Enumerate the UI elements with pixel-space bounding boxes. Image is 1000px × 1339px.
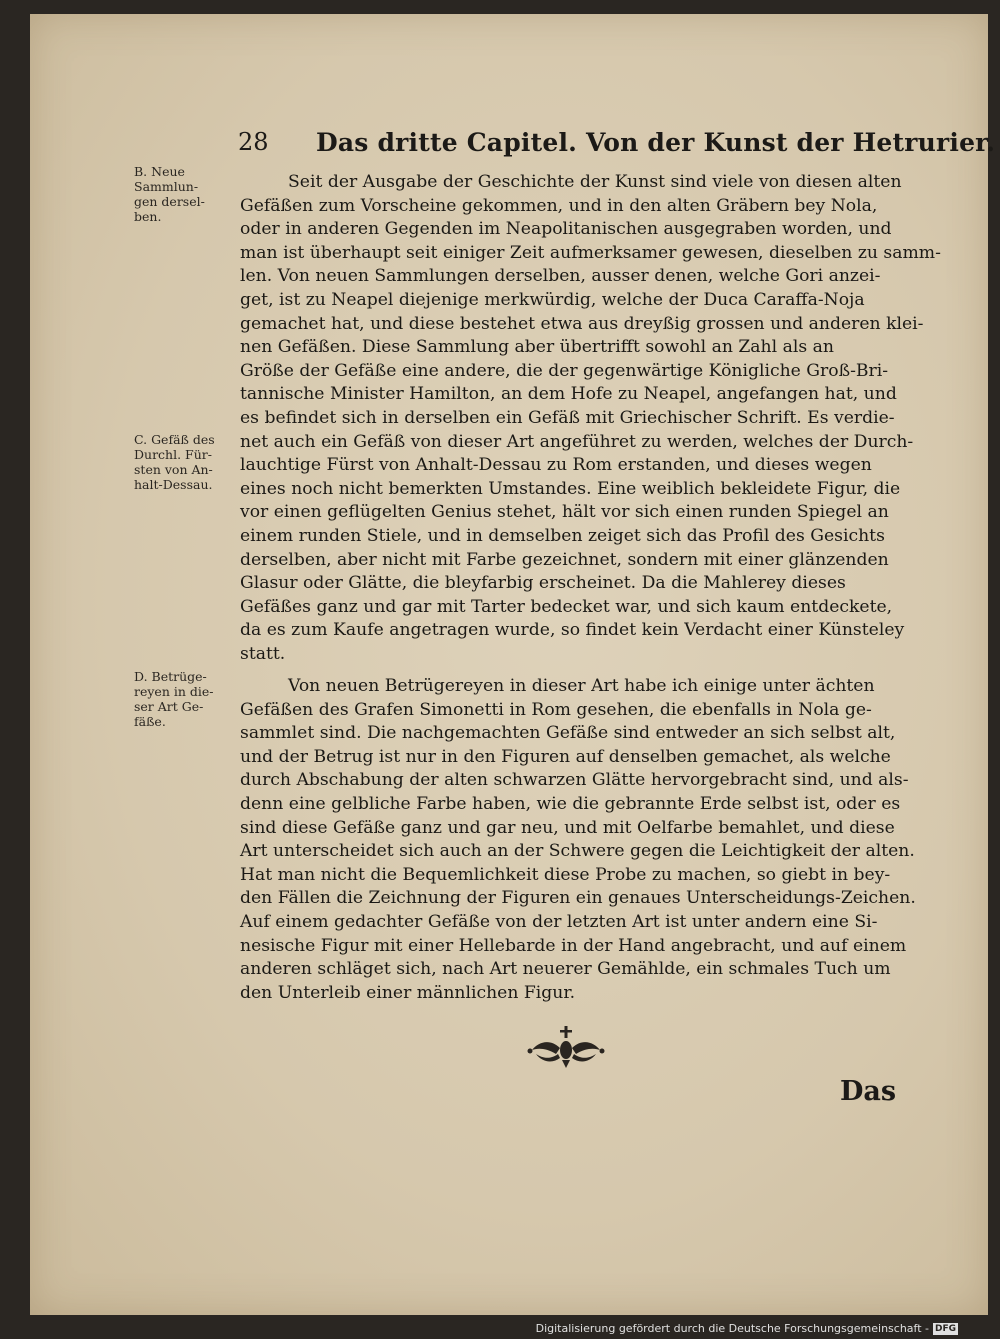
text-line: tannische Minister Hamilton, an dem Hofe zu Neapel, angefangen hat, und (240, 384, 897, 405)
text-line: den Unterleib einer männlichen Figur. (240, 982, 576, 1003)
text-line: Hat man nicht die Bequemlichkeit diese Probe zu machen, so giebt in bey- (240, 864, 891, 885)
text-line: durch Abschabung der alten schwarzen Glätte hervorgebracht sind, und als- (240, 770, 909, 791)
credit-text: Digitalisierung gefördert durch die Deutsche Forschungsgemeinschaft - (535, 1322, 929, 1335)
text-line: net auch ein Gefäß von dieser Art angeführet zu werden, welches der Durch- (240, 431, 914, 452)
text-line: und der Betrug ist nur in den Figuren auf denselben gemachet, als welche (240, 746, 891, 767)
margin-note-d (134, 669, 234, 729)
text-line: statt. (240, 643, 286, 664)
text-line: lauchtige Fürst von Anhalt-Dessau zu Rom erstanden, und dieses wegen (240, 455, 872, 476)
text-line: Seit der Ausgabe der Geschichte der Kunst sind viele von diesen alten (288, 172, 902, 192)
floral-ornament-icon (526, 1024, 606, 1070)
dfg-logo: DFG (934, 1323, 956, 1334)
page-number: 28 (238, 128, 269, 156)
text-line: Von neuen Betrügereyen in dieser Art habe ich einige unter ächten (288, 676, 875, 696)
margin-note-line: ben. (134, 209, 162, 224)
catchword: Das (840, 1076, 897, 1107)
text-line: man ist überhaupt seit einiger Zeit aufmerksamer gewesen, dieselben zu samm- (240, 242, 941, 263)
paragraph-2 (240, 675, 916, 1005)
text-line: einem runden Stiele, und in demselben zeiget sich das Profil des Gesichts (240, 525, 885, 546)
text-line: get, ist zu Neapel diejenige merkwürdig, welche der Duca Caraffa-Noja (240, 289, 865, 310)
text-line: nesische Figur mit einer Hellebarde in der Hand angebracht, und auf einem (240, 935, 907, 956)
margin-note-line: D. Betrüge- (134, 669, 207, 684)
text-line: eines noch nicht bemerkten Umstandes. Eine weiblich bekleidete Figur, die (240, 478, 901, 499)
margin-note-c (134, 432, 234, 492)
text-line: len. Von neuen Sammlungen derselben, ausser denen, welche Gori anzei- (240, 266, 881, 287)
text-line: Größe der Gefäße eine andere, die der gegenwärtige Königliche Groß-Bri- (240, 360, 889, 381)
text-line: derselben, aber nicht mit Farbe gezeichnet, sondern mit einer glänzenden (240, 549, 889, 570)
text-line: vor einen geflügelten Genius stehet, hält vor sich einen runden Spiegel an (240, 502, 889, 523)
margin-note-line: gen dersel- (134, 194, 205, 209)
text-line: Gefäßen des Grafen Simonetti in Rom gesehen, die ebenfalls in Nola ge- (240, 699, 872, 720)
chapter-title: Das dritte Capitel. Von der Kunst der Hetrurier. (316, 128, 996, 157)
text-line: Auf einem gedachter Gefäße von der letzten Art ist unter andern eine Si- (240, 911, 878, 932)
text-line: Glasur oder Glätte, die bleyfarbig erscheinet. Da die Mahlerey dieses (240, 573, 846, 594)
text-line: sind diese Gefäße ganz und gar neu, und mit Oelfarbe bemahlet, und diese (240, 817, 895, 838)
margin-note-line: fäße. (134, 714, 166, 729)
margin-note-line: reyen in die- (134, 684, 214, 699)
running-head (30, 122, 996, 166)
digitization-credit (536, 1322, 958, 1335)
margin-note-line: Durchl. Für- (134, 447, 212, 462)
text-line: gemachet hat, und diese bestehet etwa aus dreyßig grossen und anderen klei- (240, 313, 924, 334)
margin-note-line: C. Gefäß des (134, 432, 215, 447)
text-line: denn eine gelbliche Farbe haben, wie die gebrannte Erde selbst ist, oder es (240, 793, 901, 814)
text-line: oder in anderen Gegenden im Neapolitanischen ausgegraben worden, und (240, 219, 892, 240)
margin-note-line: Sammlun- (134, 179, 199, 194)
text-line: Gefäßen zum Vorscheine gekommen, und in den alten Gräbern bey Nola, (240, 195, 878, 216)
margin-note-b (134, 164, 234, 224)
margin-note-line: sten von An- (134, 462, 213, 477)
book-page (30, 14, 996, 1315)
text-line: anderen schläget sich, nach Art neuerer Gemählde, ein schmales Tuch um (240, 959, 891, 980)
text-line: den Fällen die Zeichnung der Figuren ein genaues Unterscheidungs-Zeichen. (240, 888, 916, 909)
text-line: es befindet sich in derselben ein Gefäß mit Griechischer Schrift. Es verdie- (240, 407, 895, 428)
margin-note-line: halt-Dessau. (134, 477, 213, 492)
text-line: nen Gefäßen. Diese Sammlung aber übertrifft sowohl an Zahl als an (240, 337, 834, 358)
text-line: sammlet sind. Die nachgemachten Gefäße sind entweder an sich selbst alt, (240, 723, 896, 744)
margin-note-line: ser Art Ge- (134, 699, 204, 714)
text-line: Art unterscheidet sich auch an der Schwere gegen die Leichtigkeit der alten. (240, 841, 915, 862)
margin-note-line: B. Neue (134, 164, 185, 179)
paragraph-1 (240, 171, 941, 666)
text-line: Gefäßes ganz und gar mit Tarter bedecket war, und sich kaum entdeckete, (240, 596, 893, 617)
text-line: da es zum Kaufe angetragen wurde, so findet kein Verdacht einer Künsteley (240, 620, 905, 641)
